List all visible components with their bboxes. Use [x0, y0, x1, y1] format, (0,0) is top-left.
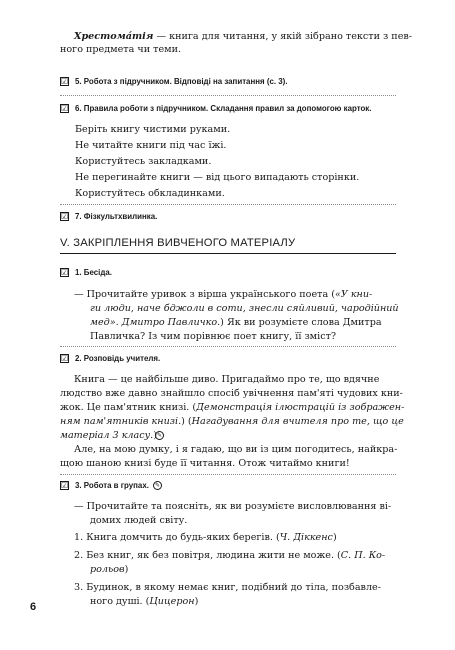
rule-item: Користуйтесь закладками.: [75, 156, 212, 167]
checkbox-icon: ☑: [61, 77, 69, 86]
checkbox-icon: ☑: [61, 268, 69, 277]
conversation-line-3: [90, 317, 382, 329]
stage-direction: ням пам'ятників книзі.: [60, 416, 182, 427]
quote-text: 1. Книга домчить до будь-яких берегів. (: [74, 532, 280, 543]
story-line-7: щою шаною книзі буде її читання. Отож читаймо книги!: [60, 458, 350, 469]
checkbox-icon: ☑: [61, 212, 69, 221]
quote-item-3-cont: [90, 596, 198, 608]
stage-direction: Демонстрація ілюстрацій із зображен-: [196, 402, 405, 413]
quote-item-2-cont: [90, 564, 128, 576]
story-line-5: [60, 430, 157, 442]
story-heading: 2. Розповідь учителя.: [75, 353, 161, 363]
pencil-icon: ✎: [156, 432, 163, 439]
story-text: ) (: [181, 416, 192, 427]
story-line-4: [60, 416, 404, 428]
quote-author: рольов: [90, 564, 125, 575]
definition-line-2: ного предмета чи теми.: [60, 44, 182, 55]
definition-term: Хрестома́тія: [74, 31, 154, 42]
rule-item: Користуйтесь обкладинками.: [75, 188, 225, 199]
divider: [60, 474, 396, 475]
page-number: 6: [30, 601, 37, 613]
task-6-heading: 6. Правила роботи з підручником. Складання правил за допомогою карток.: [75, 103, 372, 113]
quote-author: С. П. Ко-: [340, 550, 386, 561]
quote-text: 2. Без книг, як без повітря, людина жити не може. (: [74, 550, 341, 561]
section-underline: [60, 253, 396, 254]
divider: [60, 346, 396, 347]
quote-text: ): [194, 596, 199, 607]
conversation-text: ) Як ви розумієте слова Дмитра: [220, 317, 382, 328]
rule-item: Не перегинайте книги — від цього випадають сторінки.: [75, 172, 360, 183]
task-7-heading: 7. Фізкультхвилинка.: [75, 211, 158, 221]
conversation-heading: 1. Бесіда.: [75, 267, 112, 277]
conversation-line-2: ги люди, наче бджоли в соти, знесли сяйливий, чародійний: [90, 303, 399, 314]
groupwork-intro-1: — Прочитайте та поясніть, як ви розумієте висловлювання ві-: [74, 501, 392, 512]
conversation-line-4: Павличка? Із чим порівнює поет книгу, її зміст?: [90, 331, 337, 342]
conversation-text: — Прочитайте уривок з вірша українського поета (: [74, 289, 335, 300]
quote-item-1: [74, 532, 337, 544]
divider: [60, 204, 396, 205]
story-line-6: Але, на мою думку, і я гадаю, що ви із цим погодитесь, найкра-: [74, 444, 398, 455]
story-line-1: Книга — це найбільше диво. Пригадаймо про те, що вдячне: [74, 374, 380, 385]
quote-text: ): [124, 564, 129, 575]
story-text: ): [153, 430, 157, 441]
rule-item: Беріть книгу чистими руками.: [75, 124, 231, 135]
section-title: V. ЗАКРІПЛЕННЯ ВИВЧЕНОГО МАТЕРІАЛУ: [60, 237, 296, 249]
teacher-note: матеріал 3 класу.: [60, 430, 154, 441]
story-line-2: людство вже давно знайшло спосіб увічнення пам'яті чудових кни-: [60, 388, 403, 399]
groupwork-intro-2: домих людей світу.: [90, 515, 188, 526]
quote-author: Цицерон: [149, 596, 195, 607]
rule-item: Не читайте книги під час їжі.: [75, 140, 227, 151]
definition-text: — книга для читання, у якій зібрано тексти з пев-: [153, 31, 413, 42]
groupwork-heading: 3. Робота в групах.: [75, 480, 149, 490]
task-5-heading: 5. Робота з підручником. Відповіді на запитання (с. 3).: [75, 76, 288, 86]
quote-text: ного душі. (: [90, 596, 150, 607]
quote-item-3: 3. Будинок, в якому немає книг, подібний до тіла, позбавле-: [74, 582, 381, 593]
definition-line-1: [74, 31, 412, 43]
story-text: жок. Це пам'ятник книзі. (: [60, 402, 197, 413]
checkbox-icon: ☑: [61, 104, 69, 113]
quote-item-2: [74, 550, 385, 562]
story-line-3: [60, 402, 404, 414]
checkbox-icon: ☑: [61, 481, 69, 490]
conversation-line-1: [74, 289, 372, 301]
quote-text: ): [332, 532, 337, 543]
poem-quote: «У кни-: [334, 289, 373, 300]
teacher-note: Нагадування для вчителя про те, що це: [191, 416, 404, 427]
quote-author: Ч. Діккенс: [279, 532, 333, 543]
checkbox-icon: ☑: [61, 354, 69, 363]
divider: [60, 95, 396, 96]
pencil-icon: ✎: [154, 482, 161, 489]
poem-quote: мед». Дмитро Павличко.: [90, 317, 221, 328]
